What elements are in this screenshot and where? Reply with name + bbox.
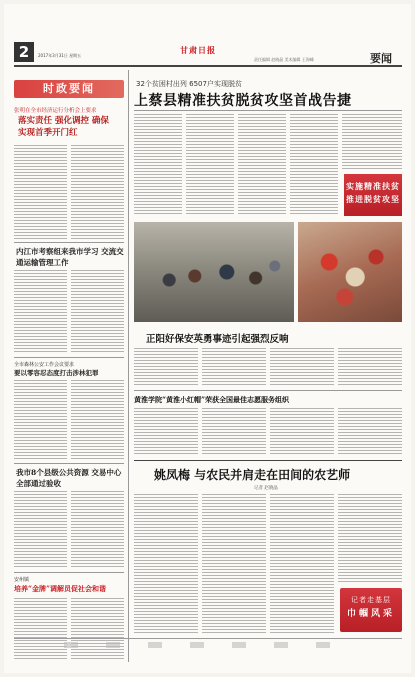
article-2-body — [14, 270, 67, 354]
left-column — [14, 70, 126, 662]
news-banner-text: 时政要闻 — [43, 82, 95, 95]
lead-body-col1 — [134, 114, 182, 216]
feature-side-box — [340, 588, 402, 632]
lead-body-col5 — [342, 114, 402, 170]
feature-body-col4 — [338, 494, 402, 582]
volunteer-body-col2 — [202, 408, 266, 456]
article-3-body — [14, 380, 67, 460]
newspaper-page — [4, 4, 411, 673]
article-5-body-col2 — [71, 598, 124, 660]
article-5-body — [14, 598, 67, 660]
page-number-box — [14, 42, 34, 62]
photo-story-body-col1 — [134, 348, 198, 386]
photo-story-body-col3 — [270, 348, 334, 386]
lead-body-col2 — [186, 114, 234, 216]
feature-top-rule — [134, 460, 402, 461]
page-number: 2 — [18, 43, 30, 61]
lead-rule — [134, 110, 402, 111]
article-1-kicker: 张明在全市经济运行分析会上要求 — [14, 108, 97, 114]
feature-box-line2: 巾帼风采 — [346, 609, 395, 619]
feature-body-col1 — [134, 494, 198, 634]
article-3-body-col2 — [71, 380, 124, 460]
lead-kicker: 32个贫困村出列 6507户实现脱贫 — [136, 80, 242, 88]
article-2-body-col2 — [71, 270, 124, 354]
article-4-headline: 我市8个县级公共资源 交易中心全部通过验收 — [16, 468, 122, 488]
volunteer-body-col1 — [134, 408, 198, 456]
article-3-headline: 要以零容忍态度打击涉林犯罪 — [14, 369, 99, 377]
divider-4 — [14, 572, 124, 573]
masthead-rule — [14, 65, 402, 67]
article-4-body — [14, 491, 67, 569]
divider-3 — [14, 463, 124, 464]
bottom-ornaments — [64, 642, 354, 648]
bottom-rule — [14, 638, 402, 639]
photo-volunteers — [298, 222, 402, 322]
lead-body-col4 — [290, 114, 338, 216]
lead-body-col3 — [238, 114, 286, 216]
volunteer-body-col3 — [270, 408, 334, 456]
article-4-body-col2 — [71, 491, 124, 569]
header-editor-line: 责任编辑 赵晓晶 美术编辑 王海峰 — [254, 57, 314, 62]
photo-story-body-col2 — [202, 348, 266, 386]
lead-side-box-text: 实施精准扶贫 推进脱贫攻坚 — [346, 181, 400, 204]
lead-headline: 上蔡县精准扶贫脱贫攻坚首战告捷 — [134, 93, 352, 109]
divider-1 — [14, 242, 124, 243]
feature-body-col3 — [270, 494, 334, 634]
feature-box-line1: 记者走基层 — [351, 596, 391, 604]
news-banner — [14, 80, 124, 98]
feature-headline: 姚凤梅 与农民并肩走在田间的农艺师 — [154, 468, 351, 482]
feature-body-col2 — [202, 494, 266, 634]
article-1-body — [14, 145, 67, 239]
article-3-kicker: 全市森林公安工作会议要求 — [14, 362, 75, 368]
masthead-logo: 甘肃日报 — [180, 46, 216, 55]
feature-byline: 记者 赵晓晶 — [254, 486, 278, 491]
lead-side-box — [344, 174, 402, 216]
photo-meeting — [134, 222, 294, 322]
article-2-headline: 内江市考察组来我市学习 交流交通运输管理工作 — [16, 247, 124, 267]
article-1-headline: 落实责任 强化调控 确保实现首季开门红 — [18, 116, 109, 138]
column-divider — [128, 70, 129, 662]
article-5-kicker: 安州镇 — [14, 577, 30, 583]
date-line: 2017年3月31日 星期五 — [38, 53, 82, 58]
volunteer-body-col4 — [338, 408, 402, 456]
photo-story-rule — [134, 390, 402, 391]
article-5-headline: 培养“金牌”调解员促社会和谐 — [14, 584, 107, 593]
photo-story-headline: 正阳好保安英勇事迹引起强烈反响 — [146, 334, 289, 345]
section-name: 要闻 — [370, 52, 392, 65]
article-1-body-col2 — [71, 145, 124, 239]
photo-story-body-col4 — [338, 348, 402, 386]
volunteer-headline: 黄淮学院“黄淮小红帽”荣获全国最佳志愿服务组织 — [134, 395, 290, 404]
divider-2 — [14, 357, 124, 358]
